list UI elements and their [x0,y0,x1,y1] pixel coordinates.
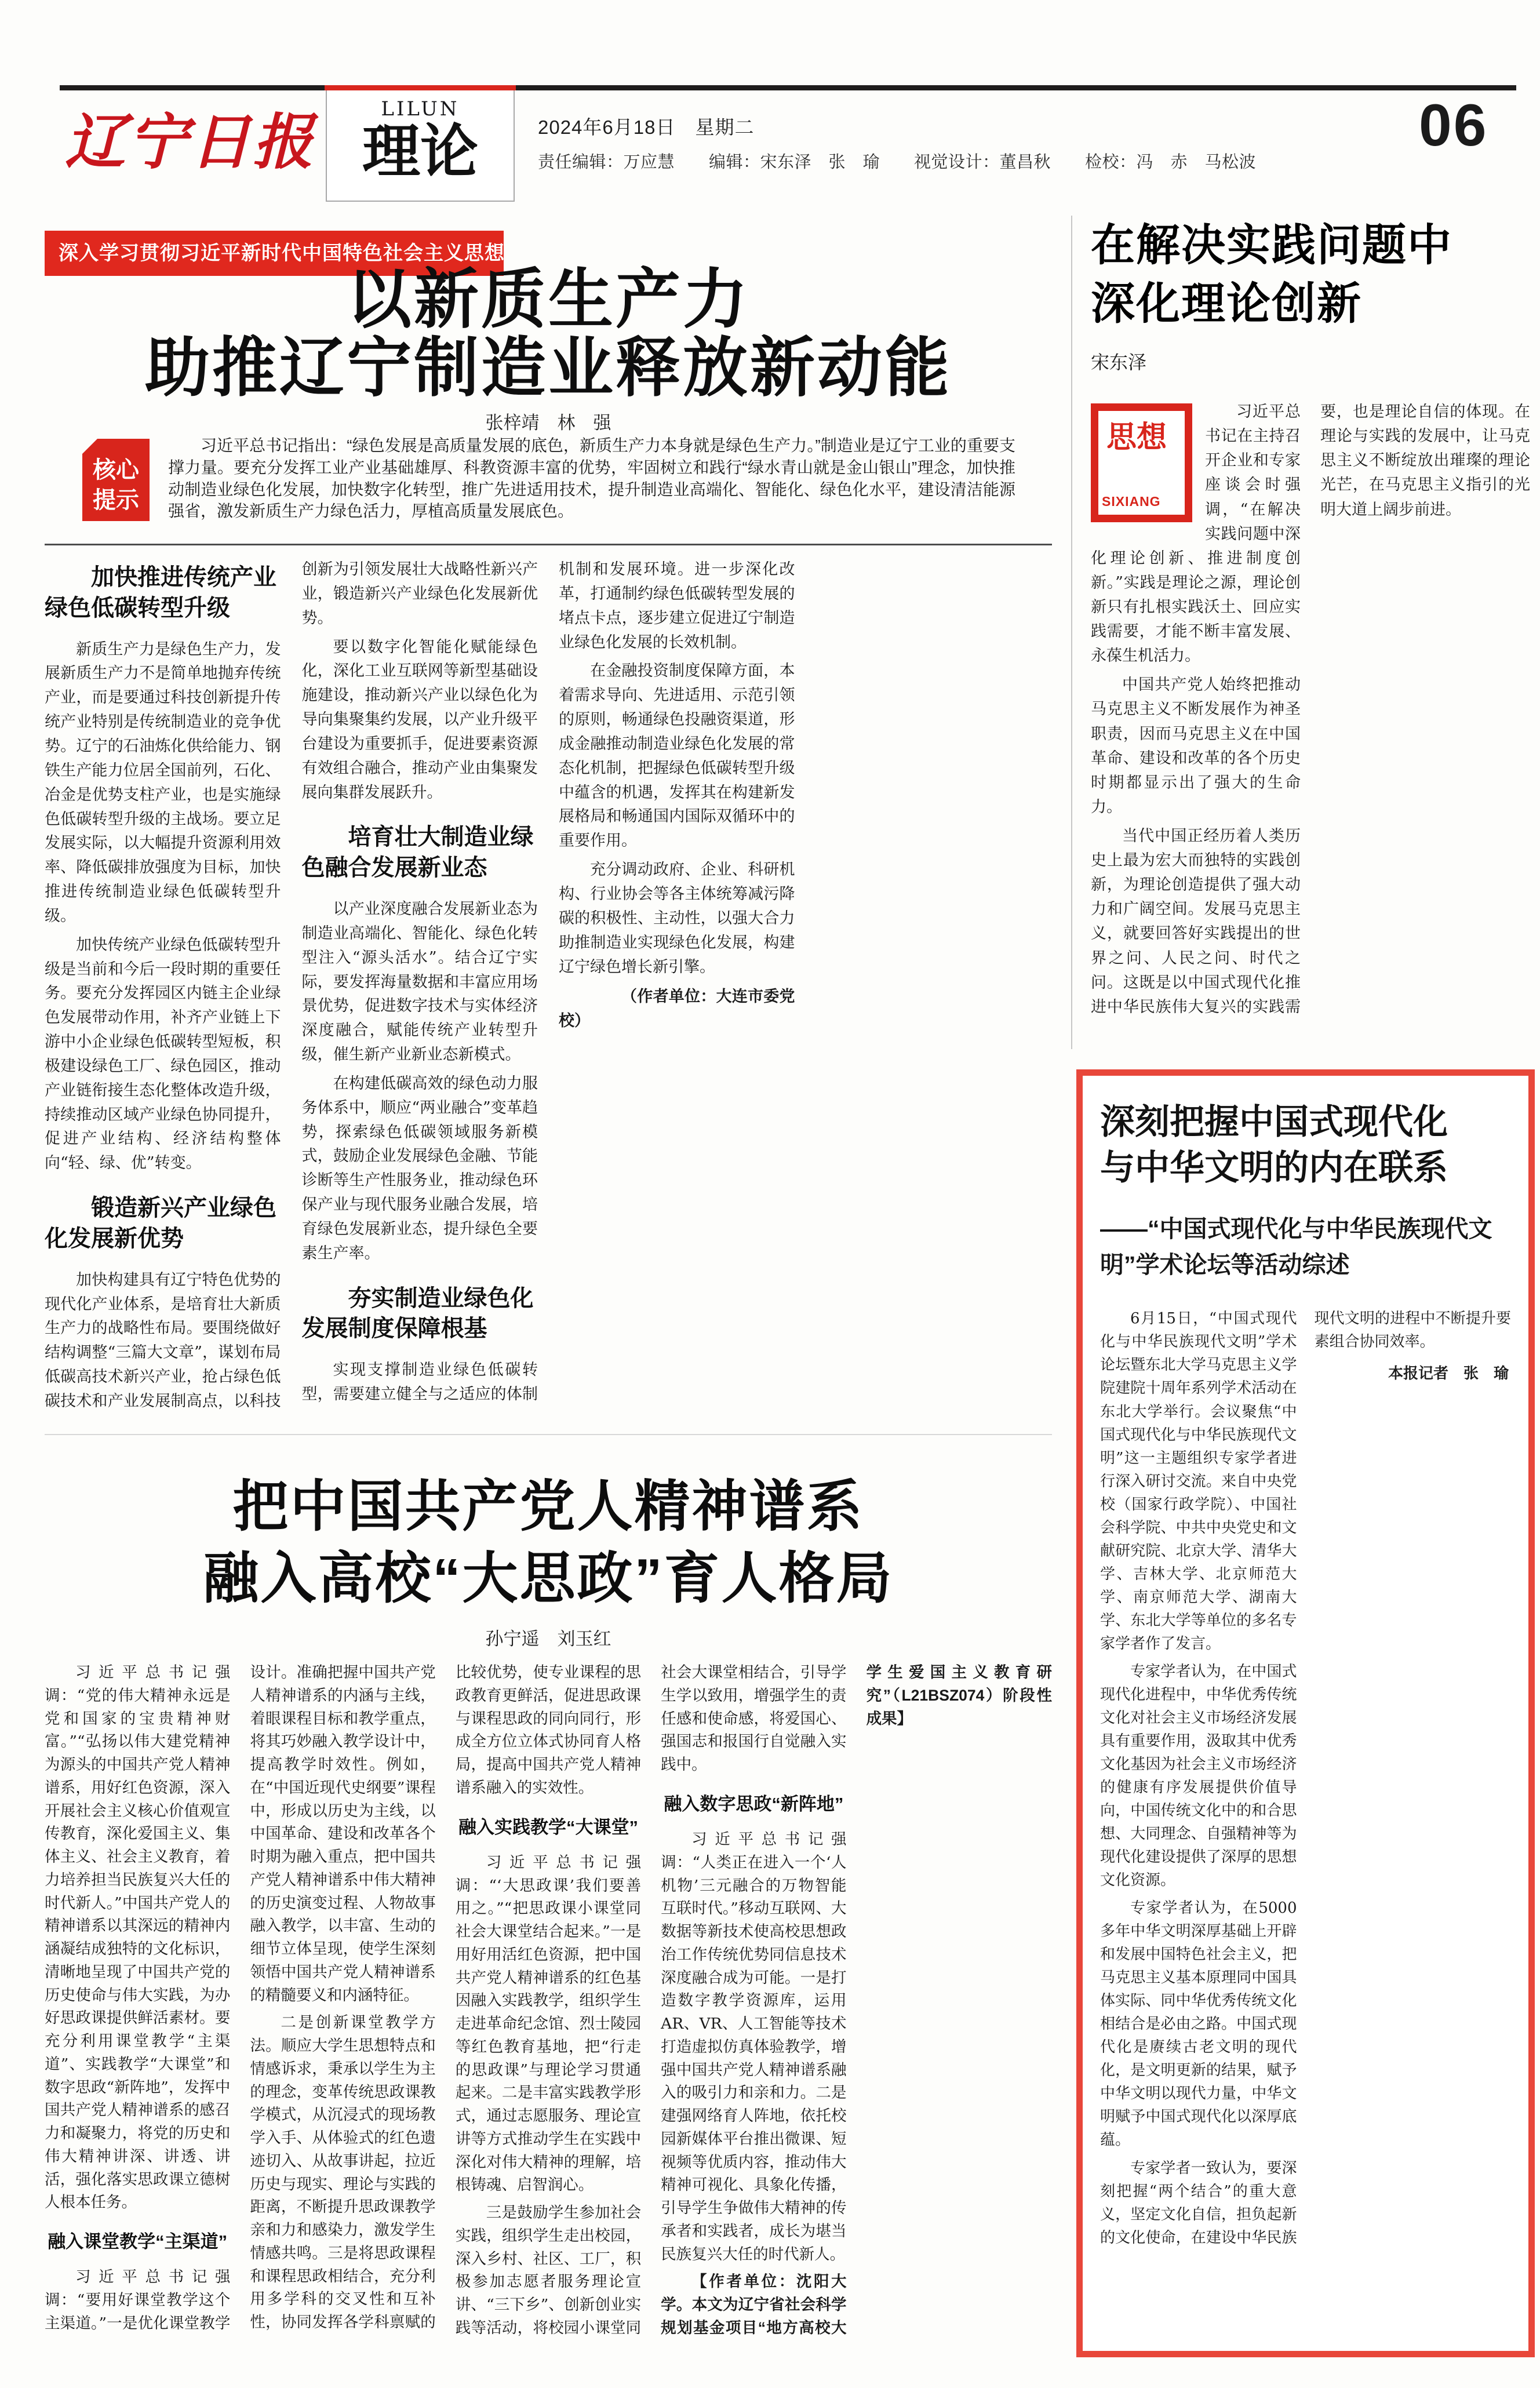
spirit-paragraph: 习近平总书记强调：“要用好课堂教学这个主渠道。”一是优化课堂教学设计。准确把握中国共产党人精神谱系的内涵与主线，着眼课程目标和教学重点，将其巧妙融入教学设计中，提高教学时效性。例如，在“中国近现代史纲要”课程中，形成以历史为主线，以中国革命、建设和改革各个时期为融入重点，把中国共产党人精神谱系中伟大精神的历史演变过程、人物故事融入教学，以丰富、生动的细节立体呈现，使学生深刻领悟中国共产党人精神谱系的精髓要义和内涵特征。 [45,1663,436,2332]
forum-paragraph: 专家学者认为，在5000多年中华文明深厚基础上开辟和发展中国特色社会主义，把马克思主义基本原理同中国具体实际、同中华优秀传统文化相结合是必由之路。中国式现代化是赓续古老文明的现代化，是文明更新的结果，赋予中华文明以现代力量，中华文明赋予中国式现代化以深厚底蕴。 [1100,1899,1297,2149]
forum-subtitle: ——“中国式现代化与中华民族现代文明”学术论坛等活动综述 [1100,1215,1492,1278]
staff-line: 责任编辑：万应慧 编辑：宋东泽 张 瑜 视觉设计：董昌秋 检校：冯 赤 马松波 [538,153,1257,172]
spirit-headline-line2: 融入高校“大思政”育人格局 [203,1548,894,1610]
sixiang-badge-label: 思想 [1106,421,1167,455]
main-paragraph: 加快构建具有辽宁特色优势的现代化产业体系，是培育壮大新质生产力的战略性布局。要围绕做好结构调整“三篇大文章”，谋划布局低碳高技术新兴产业，抢占绿色低碳技术和产业发展制高点，以科技创新为引领发展壮大战略性新兴产业，锻造新兴产业绿色化发展新优势。 [45,560,538,1410]
spirit-paragraph: 二是创新课堂教学方法。顺应大学生思想特点和情感诉求，秉承以学生为主的理念，变革传统思政课教学模式，从沉浸式的现场教学入手、从体验式的红色遗迹切入、从故事讲起，拉近历史与现实、理论与实践的距离，不断提升思政课教学亲和力和感染力，激发学生情感共鸣。三是将思政课程和课程思政相结合，充分利用多学科的交叉性和互补性，协同发挥各学科禀赋的比较优势，使专业课程的思政教育更鲜活，促进思政课与课程思政的同向同行，形成全方位立体式协同育人格局，提高中国共产党人精神谱系融入的实效性。 [250,1663,642,2331]
main-paragraph: 充分调动政府、企业、科研机构、行业协会等各主体统筹减污降碳的积极性、主动性，以强大合力助推制造业实现绿色化发展，构建辽宁绿色增长新引擎。 [559,861,795,976]
main-subhead-2: 锻造新兴产业绿色化发展新优势 [45,1195,276,1251]
spirit-paragraph: 三是鼓励学生参加社会实践，组织学生走出校园，深入乡村、社区、工厂，积极参加志愿者服务理论宣讲、“三下乡”、创新创业实践等活动，将校园小课堂同社会大课堂相结合，引导学生学以致用，增强学生的责任感和使命感，将爱国心、强国志和报国行自觉融入实践中。 [455,1663,847,2337]
date-line: 2024年6月18日 星期二 [538,117,755,138]
forum-paragraph: 专家学者认为，在中国式现代化进程中，中华优秀传统文化对社会主义市场经济发展具有重要作用，汲取其中优秀文化基因为社会主义市场经济的健康有序发展提供价值导向，中国传统文化中的和合思想、大同理念、自强精神等为现代化建设提供了深厚的思想文化资源。 [1100,1662,1297,1890]
sixiang-badge-icon [1091,403,1192,522]
forum-reporter-credit: 本报记者 张 瑜 [1388,1364,1509,1382]
thought-article-body [1091,400,1530,1035]
column-divider [1071,216,1072,1049]
forum-article-body [1100,1307,1511,2292]
core-hint-text: 习近平总书记指出：“绿色发展是高质量发展的底色，新质生产力本身就是绿色生产力。”制造业是辽宁工业的重要支撑力量。要充分发挥工业产业基础雄厚、科教资源丰富的优势，牢固树立和践行“绿水青山就是金山银山”理念，加快推动制造业绿色化发展，加快数字化转型，推广先进适用技术，提升制造业高端化、智能化、绿色化水平，建设清洁能源强省，激发新质生产力绿色活力，厚植高质量发展底色。 [168,436,1015,520]
core-hint-label-bottom: 提示 [93,487,139,513]
core-hint-label-top: 核心 [93,457,139,483]
thought-headline [1091,216,1530,333]
main-headline [45,265,1052,402]
spirit-byline: 孙宁遥 刘玉红 [485,1629,611,1649]
main-subhead-3: 培育壮大制造业绿色融合发展新业态 [301,824,534,881]
spirit-subhead-2: 融入实践教学“大课堂” [458,1817,638,1837]
spirit-subhead-1: 融入课堂教学“主渠道” [48,2232,228,2252]
section-box [326,90,515,202]
thought-paragraph: 当代中国正经历着人类历史上最为宏大而独特的实践创新，为理论创造提供了强大动力和广阔空间。发展马克思主义，就要回答好实践提出的世界之问、人民之问、时代之问。这既是以中国式现代化推进中华民族伟大复兴的实践需要，也是理论自信的体现。在理论与实践的发展中，让马克思主义不断绽放出璀璨的理论光芒，在马克思主义指引的光明大道上阔步前进。 [1091,403,1530,1016]
main-subhead-4: 夯实制造业绿色化发展制度保障根基 [301,1285,534,1342]
page-number: 06 [1419,92,1488,158]
section-name: 理论 [362,119,478,184]
forum-headline [1100,1099,1511,1191]
spirit-subhead-3: 融入数字思政“新阵地” [664,1793,844,1814]
main-paragraph: 加快传统产业绿色低碳转型升级是当前和今后一段时期的重要任务。要充分发挥园区内链主企业绿色发展带动作用，补齐产业链上下游中小企业绿色低碳转型短板，积极建设绿色工厂、绿色园区，推动产业链衔接生态化整体改造升级，持续推动区域产业绿色协同提升，促进产业结构、经济结构整体向“轻、绿、优”转变。 [45,935,281,1173]
thought-headline-line1: 在解决实践问题中 [1091,219,1452,271]
header-rule [60,85,1516,90]
main-byline: 张梓靖 林 强 [485,413,611,433]
date-block [538,112,1256,173]
core-hint-badge [82,439,150,521]
sixiang-badge-pinyin: SIXIANG [1102,494,1161,509]
spirit-paragraph: 习近平总书记强调：“人类正在进入一个‘人机物’三元融合的万物智能互联时代。”移动互联网、大数据等新技术使高校思想政治工作传统优势同信息技术深度融合成为可能。一是打造数字教学资源库，运用AR、VR、人工智能等技术打造虚拟仿真体验教学，增强中国共产党人精神谱系融入的吸引力和亲和力。二是建强网络育人阵地，依托校园新媒体平台推出微课、短视频等优质内容，推动伟大精神可视化、具象化传播，引导学生争做伟大精神的传承者和实践者，成长为堪当民族复兴大任的时代新人。 [661,1830,847,2263]
main-paragraph: 新质生产力是绿色生产力，发展新质生产力不是简单地抛弃传统产业，而是要通过科技创新提升传统产业特别是传统制造业的竞争优势。辽宁的石油炼化供给能力、钢铁生产能力位居全国前列，石化、冶金是优势支柱产业，也是实施绿色低碳转型升级的主战场。要立足发展实际，以大幅提升资源利用效率、降低碳排放强度为目标，加快推进传统制造业绿色低碳转型升级。 [45,640,281,925]
forum-article-box [1076,1069,1535,2357]
main-paragraph: 要以数字化智能化赋能绿色化，深化工业互联网等新型基础设施建设，推动新兴产业以绿色化为导向集聚集约发展，以产业升级平台建设为重要抓手，促进要素资源有效组合融合，推动产业由集聚发展向集群发展跃升。 [301,638,538,802]
thought-paragraph: 中国共产党人始终把推动马克思主义不断发展作为神圣职责，因而马克思主义在中国革命、建设和改革的各个历史时期都显示出了强大的生命力。 [1091,676,1301,816]
main-author-credit: （作者单位：大连市委党校） [559,988,795,1030]
spirit-headline-line1: 把中国共产党人精神谱系 [232,1476,864,1538]
main-paragraph: 在金融投资制度保障方面，本着需求导向、先进适用、示范引领的原则，畅通绿色投融资渠道，形成金融推动制造业绿色化发展的常态化机制，把握绿色低碳转型升级中蕴含的机遇，发挥其在构建新发展格局和畅通国内国际双循环中的重要作用。 [559,662,795,850]
spirit-article-body [45,1661,1052,2354]
main-headline-line2: 助推辽宁制造业释放新动能 [145,332,952,404]
main-paragraph: 在构建低碳高效的绿色动力服务体系中，顺应“两业融合”变革趋势，探索绿色低碳领域服务新模式，鼓励企业发展绿色金融、节能诊断等生产性服务业，推动绿色环保产业与现代服务业融合发展，培育绿色发展新业态，提升绿色全要素生产率。 [301,1074,538,1262]
thought-headline-line2: 深化理论创新 [1091,278,1362,330]
forum-headline-line2: 与中华文明的内在联系 [1100,1148,1448,1188]
spirit-lead-paragraph: 习近平总书记强调：“党的伟大精神永远是党和国家的宝贵精神财富。”“弘扬以伟大建党精神为源头的中国共产党人精神谱系，用好红色资源，深入开展社会主义核心价值观宣传教育，深化爱国主义、集体主义、社会主义教育，着力培养担当民族复兴大任的时代新人。”中国共产党人的精神谱系以其深远的精神内涵凝结成独特的文化标识，清晰地呈现了中国共产党的历史使命与伟大实践，为办好思政课提供鲜活素材。要充分利用课堂教学“主渠道”、实践教学“大课堂”和数字思政“新阵地”，发挥中国共产党人精神谱系的感召力和凝聚力，将党的历史和伟大精神讲深、讲透、讲活，强化落实思政课立德树人根本任务。 [45,1663,231,2212]
forum-headline-line1: 深刻把握中国式现代化 [1100,1102,1448,1141]
spirit-divider [45,1434,1052,1435]
thought-byline: 宋东泽 [1091,352,1147,373]
spirit-fund-credit: 【作者单位：沈阳大学。本文为辽宁省社会科学规划基金项目“地方高校大学生爱国主义教育研究”（L21BSZ074）阶段性成果】 [661,1663,1052,2336]
main-headline-line1: 以新质生产力 [347,263,750,336]
thought-article [1091,216,1530,1035]
forum-paragraph: 6月15日，“中国式现代化与中华民族现代文明”学术论坛暨东北大学马克思主义学院建院十周年系列学术活动在东北大学举行。会议聚焦“中国式现代化与中华民族现代文明”这一主题组织专家学者进行深入研讨交流。来自中央党校（国家行政学院）、中国社会科学院、中共中央党史和文献研究院、北京大学、清华大学、吉林大学、北京师范大学、南京师范大学、湖南大学、东北大学等单位的多名专家学者作了发言。 [1100,1310,1297,1652]
forum-paragraph: 专家学者一致认为，要深刻把握“两个结合”的重大意义，坚定文化自信，担负起新的文化使命，在建设中华民族现代文明的进程中不断提升要素组合协同效率。 [1100,1310,1511,2247]
main-paragraph: 实现支撑制造业绿色低碳转型，需要建立健全与之适应的体制机制和发展环境。进一步深化改革，打通制约绿色低碳转型发展的堵点卡点，逐步建立促进辽宁制造业绿色化发展的长效机制。 [301,560,795,1404]
theme-banner: 深入学习贯彻习近平新时代中国特色社会主义思想 [45,231,504,276]
header-rule-accent [325,85,516,90]
main-article-body [45,558,1052,1422]
thought-paragraph: 习近平总书记在主持召开企业和专家座谈会时强调，“在解决实践问题中深化理论创新、推进制度创新。”实践是理论之源，理论创新只有扎根实践沃土、回应实践需要，才能不断丰富发展、永葆生机活力。 [1091,403,1301,665]
main-paragraph: 以产业深度融合发展新业态为制造业高端化、智能化、绿色化转型注入“源头活水”。结合辽宁实际，要发挥海量数据和丰富应用场景优势，促进数字技术与实体经济深度融合，赋能传统产业转型升级，催生新产业新业态新模式。 [301,900,538,1064]
main-divider [45,544,1052,545]
section-name-pinyin: LILUN [381,97,460,121]
spirit-headline [45,1471,1052,1615]
main-subhead-1: 加快推进传统产业绿色低碳转型升级 [45,565,276,621]
masthead-logo: 辽宁日报 [65,106,316,177]
spirit-paragraph: 习近平总书记强调：“‘大思政课’我们要善用之。”“把思政课小课堂同社会大课堂结合起来。”一是用好用活红色资源，把中国共产党人精神谱系的红色基因融入实践教学，组织学生走进革命纪念馆、烈士陵园等红色教育基地，把“行走的思政课”与理论学习贯通起来。二是丰富实践教学形式，通过志愿服务、理论宣讲等方式推动学生在实践中深化对伟大精神的理解，培根铸魂、启智润心。 [455,1853,642,2194]
